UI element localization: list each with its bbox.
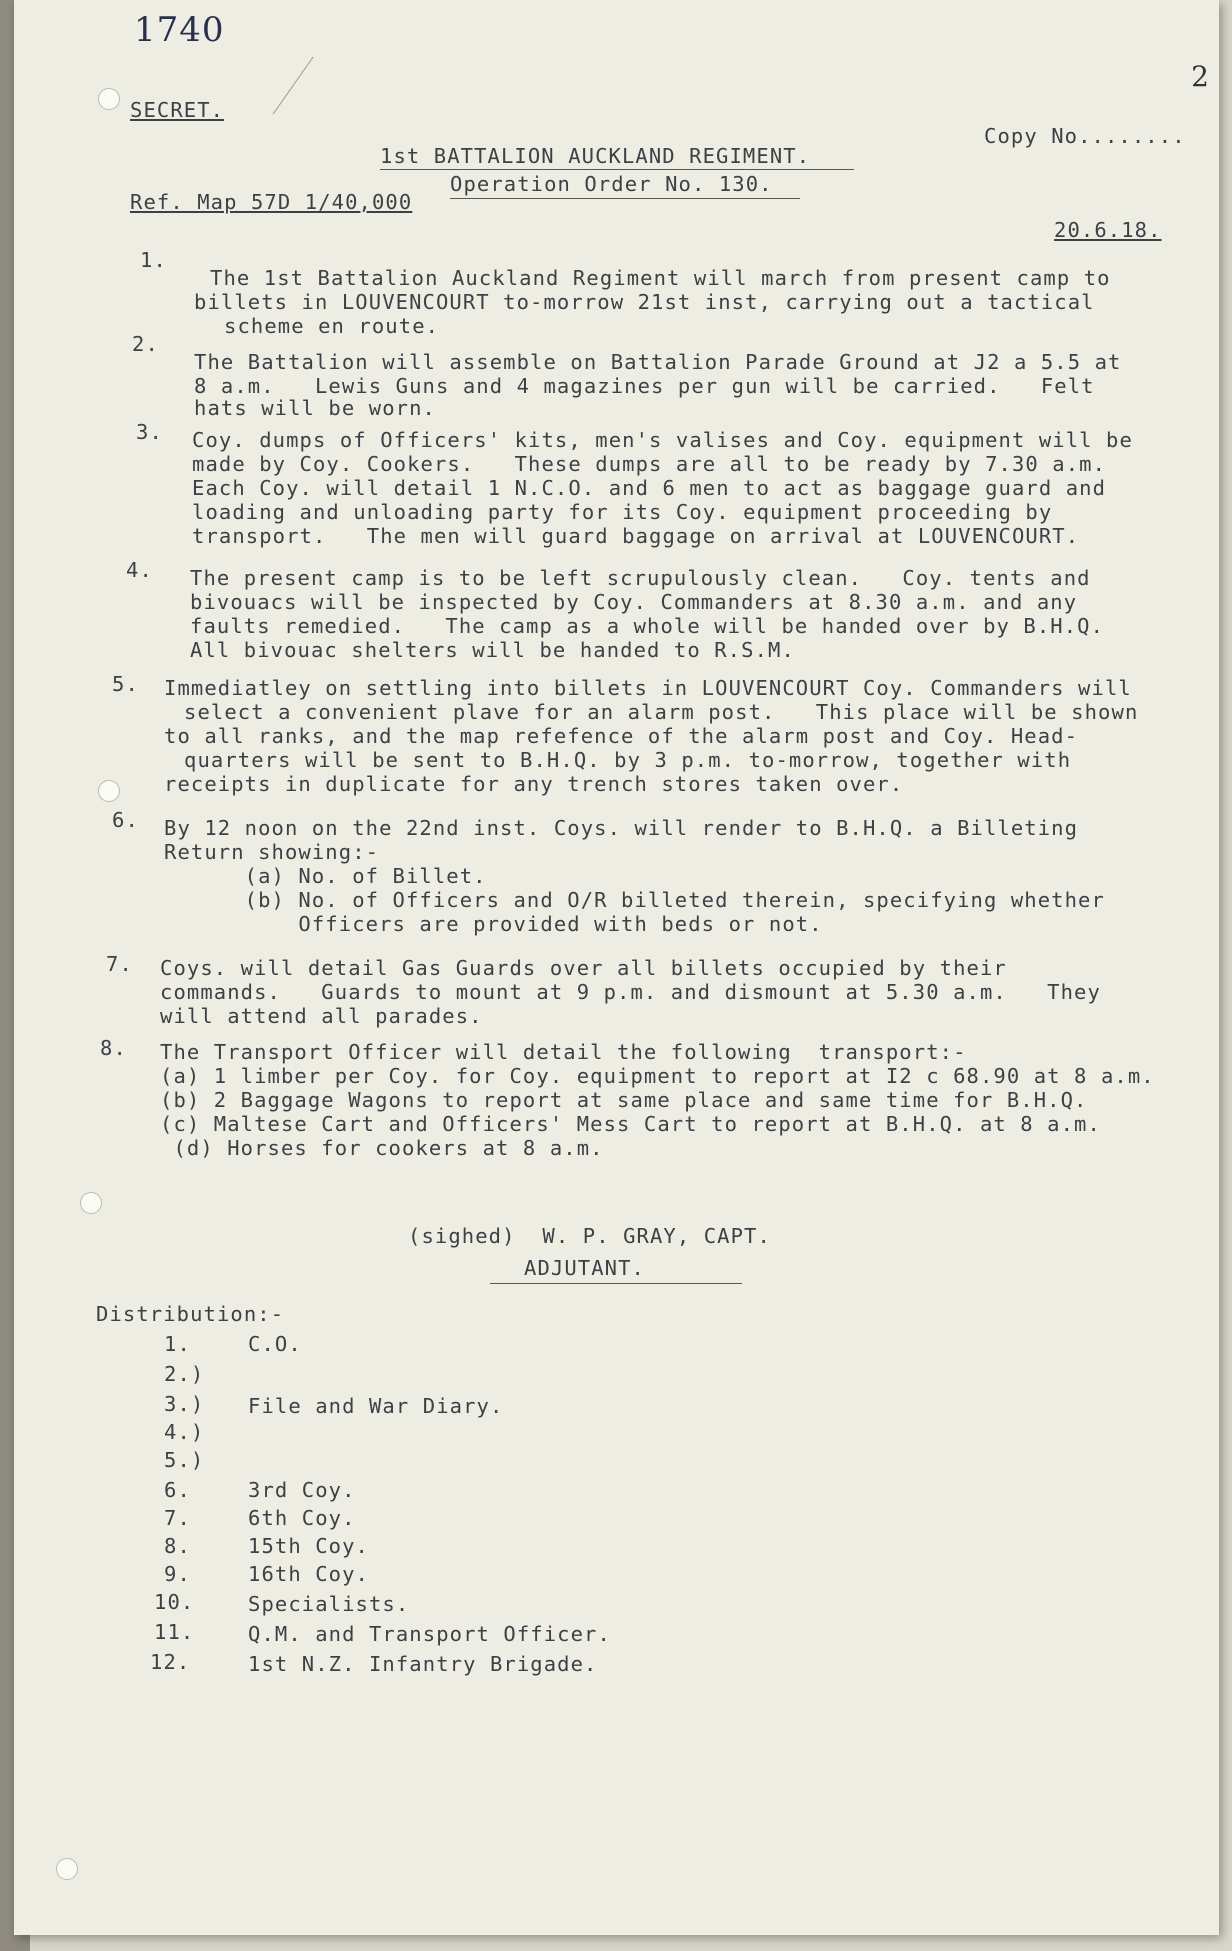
document-page <box>14 0 1219 1935</box>
distribution-recipient: Specialists. <box>248 1592 410 1616</box>
title-underline <box>380 169 854 170</box>
paragraph-line: Each Coy. will detail 1 N.C.O. and 6 men to act as baggage guard and <box>192 476 1107 500</box>
paragraph-line: to all ranks, and the map refefence of the alarm post and Coy. Head- <box>164 724 1079 748</box>
paragraph-line: The present camp is to be left scrupulously clean. Coy. tents and <box>190 566 1091 590</box>
subtitle-underline <box>450 198 800 199</box>
paragraph-line: The Battalion will assemble on Battalion Parade Ground at J2 a 5.5 at <box>194 350 1122 374</box>
paragraph-line: Coys. will detail Gas Guards over all billets occupied by their <box>160 956 1007 980</box>
distribution-number: 8. <box>164 1534 191 1558</box>
paragraph-number: 2. <box>132 332 159 356</box>
paragraph-line: made by Coy. Cookers. These dumps are all to be ready by 7.30 a.m. <box>192 452 1107 476</box>
distribution-number: 3.) <box>164 1392 205 1416</box>
classification: SECRET. <box>130 98 225 122</box>
paragraph-number: 3. <box>136 420 163 444</box>
paragraph-line: Immediatley on settling into billets in LOUVENCOURT Coy. Commanders will <box>164 676 1132 700</box>
distribution-number: 10. <box>154 1590 195 1614</box>
distribution-recipient: 6th Coy. <box>248 1506 356 1530</box>
paragraph-line: The 1st Battalion Auckland Regiment will march from present camp to <box>210 266 1111 290</box>
punch-hole <box>56 1858 78 1880</box>
document-title: 1st BATTALION AUCKLAND REGIMENT. <box>380 144 811 168</box>
distribution-number: 1. <box>164 1332 191 1356</box>
paragraph-line: commands. Guards to mount at 9 p.m. and dismount at 5.30 a.m. They <box>160 980 1101 1004</box>
distribution-recipient: File and War Diary. <box>248 1394 504 1418</box>
distribution-number: 7. <box>164 1506 191 1530</box>
copy-number: Copy No........ <box>984 124 1186 148</box>
pencil-tick-mark <box>273 57 347 138</box>
punch-hole <box>98 780 120 802</box>
margin-mark: 2 <box>1191 60 1209 93</box>
paragraph-line: select a convenient plave for an alarm post. This place will be shown <box>184 700 1139 724</box>
paragraph-line: The Transport Officer will detail the following transport:- <box>160 1040 967 1064</box>
paragraph-number: 7. <box>106 952 133 976</box>
paragraph-number: 1. <box>140 248 167 272</box>
paragraph-line: Officers are provided with beds or not. <box>164 912 823 936</box>
paragraph-line: Coy. dumps of Officers' kits, men's valises and Coy. equipment will be <box>192 428 1133 452</box>
distribution-number: 5.) <box>164 1448 205 1472</box>
distribution-recipient: 3rd Coy. <box>248 1478 356 1502</box>
paragraph-line: (d) Horses for cookers at 8 a.m. <box>160 1136 604 1160</box>
paragraph-line: quarters will be sent to B.H.Q. by 3 p.m. to-morrow, together with <box>184 748 1072 772</box>
punch-hole <box>80 1192 102 1214</box>
document-subtitle: Operation Order No. 130. <box>450 172 773 196</box>
page-number: 1740 <box>134 10 225 50</box>
paragraph-line: hats will be worn. <box>194 396 436 420</box>
distribution-label: Distribution:- <box>96 1302 285 1326</box>
signature-underline <box>490 1283 742 1284</box>
paragraph-number: 8. <box>100 1036 127 1060</box>
paragraph-line: (b) 2 Baggage Wagons to report at same place and same time for B.H.Q. <box>160 1088 1088 1112</box>
punch-hole <box>98 88 120 110</box>
paragraph-number: 6. <box>112 808 139 832</box>
paragraph-line: scheme en route. <box>224 314 440 338</box>
paragraph-line: faults remedied. The camp as a whole will be handed over by B.H.Q. <box>190 614 1105 638</box>
paragraph-line: transport. The men will guard baggage on arrival at LOUVENCOURT. <box>192 524 1080 548</box>
signature-title: ADJUTANT. <box>524 1256 645 1280</box>
distribution-number: 11. <box>154 1620 195 1644</box>
paragraph-line: 8 a.m. Lewis Guns and 4 magazines per gun will be carried. Felt <box>194 374 1095 398</box>
distribution-number: 6. <box>164 1478 191 1502</box>
document-date: 20.6.18. <box>1054 218 1162 242</box>
distribution-recipient: 16th Coy. <box>248 1562 369 1586</box>
paragraph-line: receipts in duplicate for any trench stores taken over. <box>164 772 904 796</box>
paragraph-line: All bivouac shelters will be handed to R.S.M. <box>190 638 795 662</box>
distribution-number: 4.) <box>164 1420 205 1444</box>
paragraph-line: loading and unloading party for its Coy. equipment proceeding by <box>192 500 1053 524</box>
paragraph-number: 4. <box>126 558 153 582</box>
paragraph-line: (a) No. of Billet. <box>164 864 487 888</box>
map-reference: Ref. Map 57D 1/40,000 <box>130 190 413 214</box>
paragraph-line: Return showing:- <box>164 840 380 864</box>
paragraph-line: billets in LOUVENCOURT to-morrow 21st inst, carrying out a tactical <box>194 290 1095 314</box>
distribution-number: 12. <box>150 1650 191 1674</box>
distribution-number: 9. <box>164 1562 191 1586</box>
signature: (sighed) W. P. GRAY, CAPT. <box>408 1224 771 1248</box>
paragraph-number: 5. <box>112 672 139 696</box>
paragraph-line: will attend all parades. <box>160 1004 483 1028</box>
distribution-number: 2.) <box>164 1362 205 1386</box>
paragraph-line: bivouacs will be inspected by Coy. Commanders at 8.30 a.m. and any <box>190 590 1078 614</box>
paragraph-line: By 12 noon on the 22nd inst. Coys. will render to B.H.Q. a Billeting <box>164 816 1079 840</box>
paragraph-line: (c) Maltese Cart and Officers' Mess Cart to report at B.H.Q. at 8 a.m. <box>160 1112 1101 1136</box>
distribution-recipient: 15th Coy. <box>248 1534 369 1558</box>
distribution-recipient: Q.M. and Transport Officer. <box>248 1622 611 1646</box>
distribution-recipient: C.O. <box>248 1332 302 1356</box>
paragraph-line: (a) 1 limber per Coy. for Coy. equipment to report at I2 c 68.90 at 8 a.m. <box>160 1064 1155 1088</box>
distribution-recipient: 1st N.Z. Infantry Brigade. <box>248 1652 598 1676</box>
paragraph-line: (b) No. of Officers and O/R billeted therein, specifying whether <box>164 888 1105 912</box>
